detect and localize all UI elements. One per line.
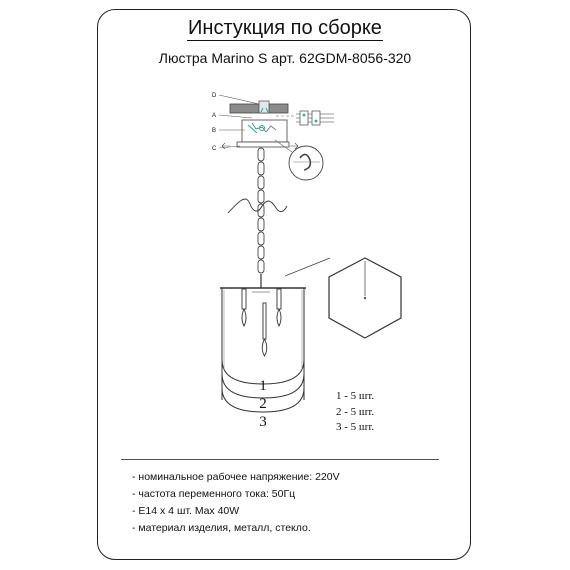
legend-item: 3 - 5 шт. xyxy=(336,421,375,433)
glass-number-2: 2 xyxy=(259,396,267,412)
divider xyxy=(121,459,439,460)
glass-number-1: 1 xyxy=(259,378,267,394)
spec-item: - номинальное рабочее напряжение: 220V xyxy=(132,471,340,483)
document-subtitle: Люстра Marino S арт. 62GDM-8056-320 xyxy=(158,50,412,66)
spec-item: - частота переменного тока: 50Гц xyxy=(132,488,296,500)
legend-item: 2 - 5 шт. xyxy=(336,405,375,418)
glass-number-3: 3 xyxy=(259,414,267,430)
ceiling-mount xyxy=(219,95,298,149)
part-label-a: A xyxy=(212,113,217,119)
part-label-b: B xyxy=(212,128,217,134)
detail-leader xyxy=(285,258,330,276)
legend-item: 1 - 5 шт. xyxy=(336,390,375,402)
part-label-d: D xyxy=(212,93,217,99)
cable-line xyxy=(228,199,287,213)
hexagon-top-view xyxy=(329,258,401,338)
spec-item: - материал изделия, металл, стекло. xyxy=(132,522,311,534)
document-title: Инстукция по сборке xyxy=(188,17,382,39)
part-label-c: C xyxy=(212,146,217,152)
spec-item: - E14 x 4 шт. Max 40W xyxy=(132,505,240,517)
specifications-list xyxy=(132,469,340,537)
candle-bulbs xyxy=(242,289,281,356)
parts-legend xyxy=(336,389,374,436)
